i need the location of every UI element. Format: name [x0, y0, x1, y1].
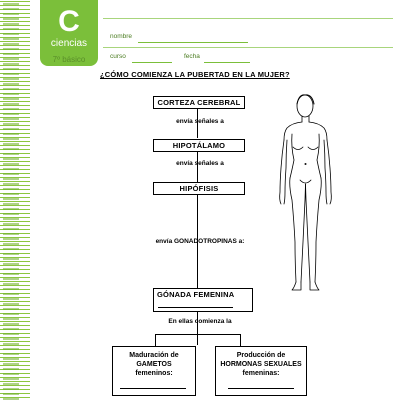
name-field[interactable] [138, 42, 248, 43]
subject-letter: C [58, 5, 80, 38]
grade-label: 7º básico [52, 55, 86, 64]
page-title: ¿CÓMO COMIENZA LA PUBERTAD EN LA MUJER? [100, 70, 290, 79]
gonada-label: GÓNADA FEMENINA [157, 290, 235, 299]
connector-4 [197, 311, 198, 345]
hormonas-line1: Producción de [236, 352, 286, 359]
female-body-outline-icon [272, 92, 342, 297]
date-label: fecha [184, 53, 200, 60]
gametos-line3: femeninos: [135, 370, 173, 377]
label-envia-1: envía señales a [176, 118, 224, 125]
box-gonada-femenina [153, 288, 253, 312]
answer-blank-gametos[interactable] [120, 388, 186, 389]
box-hipotalamo: HIPOTÁLAMO [153, 139, 245, 152]
subject-name: ciencias [50, 38, 88, 49]
box-hipofisis: HIPÓFISIS [153, 182, 245, 195]
label-gonadotropinas: envía GONADOTROPINAS a: [155, 238, 245, 245]
box-corteza-cerebral: CORTEZA CEREBRAL [153, 96, 245, 109]
hormonas-line3: femeninas: [242, 370, 280, 377]
date-field[interactable] [204, 62, 250, 63]
gametos-line1: Maduración de [129, 352, 179, 359]
gametos-line2: GAMETOS [136, 361, 172, 368]
label-envia-2: envía señales a [176, 160, 224, 167]
hormonas-line2: HORMONAS SEXUALES [220, 361, 302, 368]
name-label: nombre [110, 33, 133, 40]
margin-pattern [3, 0, 19, 400]
course-label: curso [110, 53, 126, 60]
course-field[interactable] [132, 62, 172, 63]
answer-blank-hormonas[interactable] [228, 388, 294, 389]
header-fields [103, 18, 393, 48]
label-comienza: En ellas comienza la [168, 318, 232, 325]
answer-blank-gonada[interactable] [158, 307, 233, 308]
split-line [155, 334, 240, 335]
